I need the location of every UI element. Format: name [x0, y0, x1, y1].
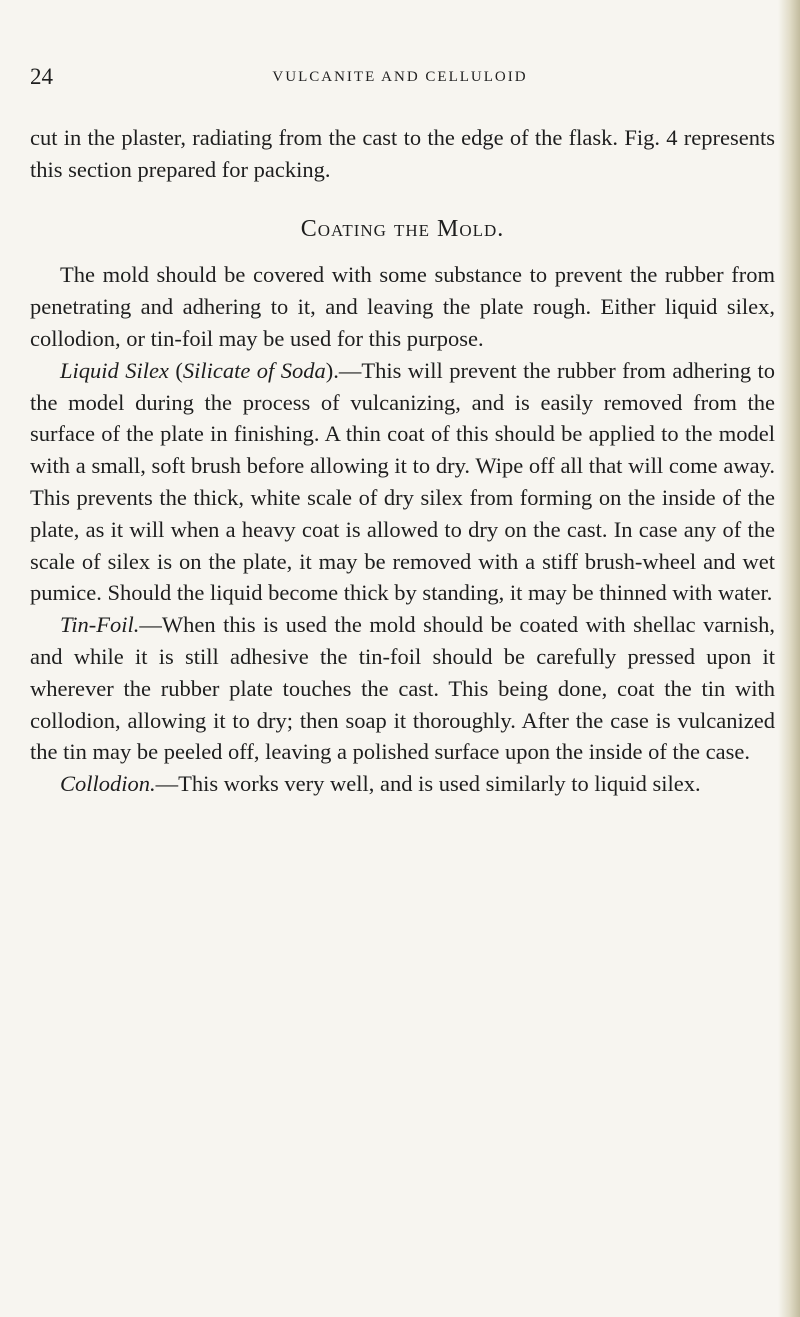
body-text	[30, 122, 775, 800]
page-header	[30, 64, 770, 90]
section-heading: Coating the Mold.	[300, 215, 505, 242]
paragraph-liquid-silex-text: —This will prevent the rubber from adhering to the model during the process of vulcanizing, and is easily removed from the surface of the plate in finishing. A thin coat of this should be applied to the model with a small, soft brush before allowing it to dry. Wipe off all that will come away. This prevents the thick, white scale of dry silex from forming on the inside of the plate, as it will when a heavy coat is allowed to dry on the cast. In case any of the scale of silex is on the plate, it may be removed with a stiff brush-wheel and wet pumice. Should the liquid become thick by standing, it may be thinned with water.	[30, 357, 776, 606]
paragraph-tin-foil	[30, 609, 775, 768]
paragraph-continuation: cut in the plaster, radiating from the cast to the edge of the flask. Fig. 4 represents this section prepared for packing.	[30, 125, 775, 182]
running-head: VULCANITE AND CELLULOID	[272, 69, 528, 85]
term-collodion: Collodion.	[60, 771, 156, 797]
term-silicate-of-soda: Silicate of Soda	[182, 357, 326, 383]
paragraph-collodion	[30, 768, 775, 800]
paragraph-liquid-silex: Liquid Silex (Silicate of Soda).—This will prevent the rubber from adhering to the model during the process of vulcanizing, and is easily removed from the surface of the plate in finishing. A thin coat of this should be applied to the model with a small, soft brush before allowing it to dry. Wipe off all that will come away. This prevents the thick, white scale of dry silex from forming on the inside of the plate, as it will when a heavy coat is allowed to dry on the cast. In case any of the scale of silex is on the plate, it may be removed with a stiff brush-wheel and wet pumice. Should the liquid become thick by standing, it may be thinned with water.	[30, 357, 776, 606]
page-edge-shadow	[778, 0, 800, 1317]
paragraph-tin-foil-text: —When this is used the mold should be coated with shellac varnish, and while it is still adhesive the tin-foil should be carefully pressed upon it wherever the rubber plate touches the cast. This being done, coat the tin with collodion, allowing it to dry; then soap it thoroughly. After the case is vulcanized the tin may be peeled off, leaving a polished surface upon the inside of the case.	[30, 612, 775, 765]
term-tin-foil: Tin-Foil.	[60, 612, 140, 638]
term-liquid-silex: Liquid Silex	[60, 357, 169, 383]
page-number: 24	[30, 64, 53, 89]
paragraph-collodion-text: —This works very well, and is used similarly to liquid silex.	[155, 771, 701, 797]
paragraph-intro: The mold should be covered with some substance to prevent the rubber from penetrating and adhering to it, and leaving the plate rough. Either liquid silex, collodion, or tin-foil may be used for this purpose.	[30, 262, 775, 351]
